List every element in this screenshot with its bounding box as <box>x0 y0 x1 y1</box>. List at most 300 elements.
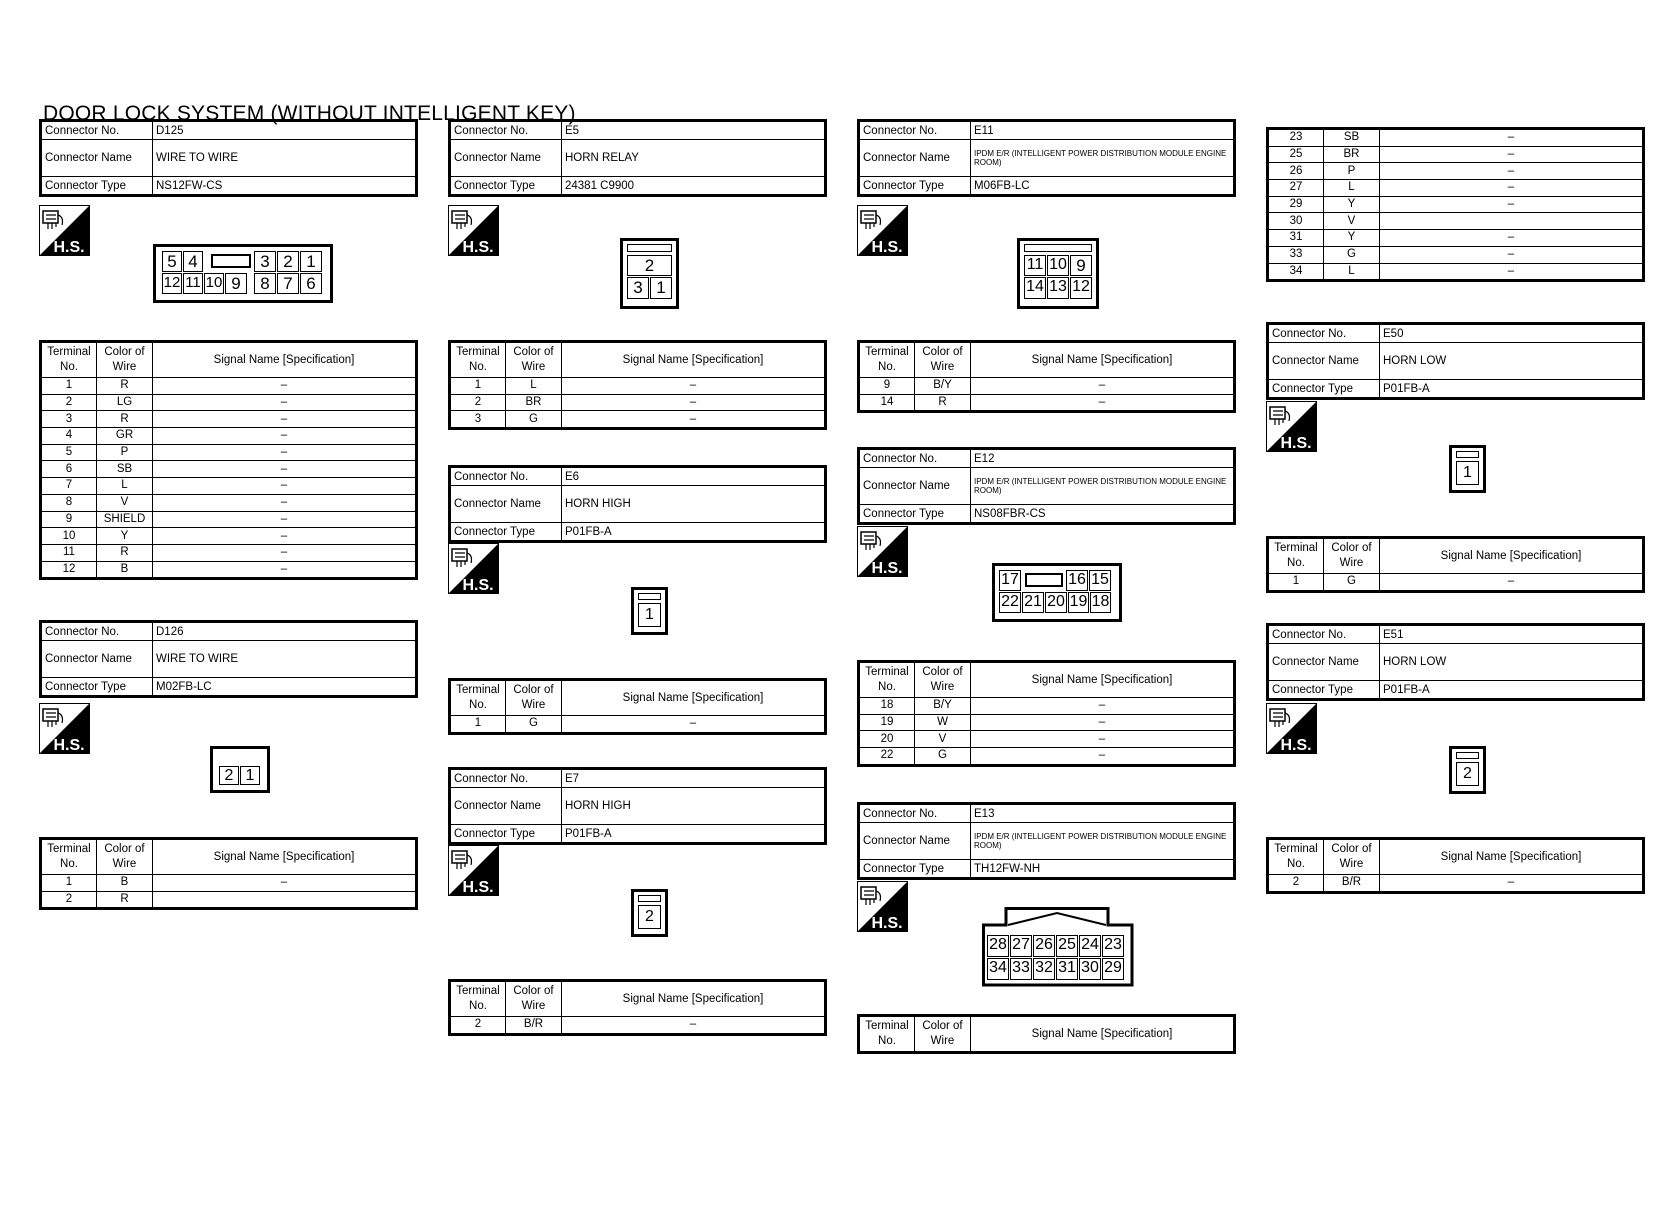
connector-type-value: M06FB-LC <box>971 177 1235 196</box>
label-connector-no: Connector No. <box>450 121 562 140</box>
connector-name-value: HORN LOW <box>1380 343 1644 380</box>
wire-color: G <box>506 411 562 429</box>
wire-color: R <box>97 411 153 428</box>
table-row <box>41 875 417 892</box>
header-terminal-no: Terminal No. <box>41 839 97 875</box>
signal-name: – <box>562 716 826 734</box>
lock-tab <box>627 244 672 252</box>
signal-name: – <box>562 378 826 395</box>
wire-color: B/R <box>506 1017 562 1035</box>
terminal-table <box>857 340 1236 413</box>
wire-color: R <box>97 544 153 561</box>
signal-name: – <box>153 511 417 528</box>
pin: 28 <box>987 935 1009 957</box>
pin: 13 <box>1047 277 1069 299</box>
connector-e6-info <box>448 465 827 543</box>
terminal-no: 6 <box>41 461 97 478</box>
signal-name: – <box>1380 230 1644 247</box>
label-connector-name: Connector Name <box>41 140 153 177</box>
table-row <box>1268 246 1644 263</box>
label-connector-type: Connector Type <box>450 177 562 196</box>
connector-type-value: TH12FW-NH <box>971 860 1235 879</box>
connector-no-value: E50 <box>1380 324 1644 343</box>
label-connector-type: Connector Type <box>859 177 971 196</box>
table-row <box>41 561 417 579</box>
table-row <box>41 444 417 461</box>
connector-e50-info <box>1266 322 1645 400</box>
terminal-no: 4 <box>41 428 97 445</box>
header-terminal-no: Terminal No. <box>859 1016 915 1053</box>
table-row <box>450 394 826 411</box>
wire-color: L <box>97 478 153 495</box>
signal-name <box>1380 213 1644 230</box>
pin: 1 <box>650 277 672 299</box>
pin: 3 <box>254 251 276 272</box>
label-connector-no: Connector No. <box>1268 625 1380 644</box>
label-connector-name: Connector Name <box>450 486 562 523</box>
terminal-no: 30 <box>1268 213 1324 230</box>
wire-color: G <box>915 748 971 766</box>
connector-no-value: E51 <box>1380 625 1644 644</box>
connector-e7-info <box>448 767 827 845</box>
pin: 2 <box>638 905 661 929</box>
terminal-table <box>39 340 418 580</box>
harness-side-icon <box>39 205 90 256</box>
connector-type-value: 24381 C9900 <box>562 177 826 196</box>
pin: 4 <box>183 251 203 272</box>
terminal-no: 29 <box>1268 196 1324 213</box>
pin: 2 <box>277 251 299 272</box>
pin: 21 <box>1022 592 1044 613</box>
wire-color: R <box>97 378 153 395</box>
header-terminal-no: Terminal No. <box>1268 538 1324 574</box>
label-connector-name: Connector Name <box>859 823 971 860</box>
wire-color: Y <box>1324 230 1380 247</box>
signal-name: – <box>971 748 1235 766</box>
connector-no-value: E5 <box>562 121 826 140</box>
connector-e6-face <box>631 587 668 635</box>
wire-color: L <box>1324 263 1380 281</box>
lock-tab <box>1025 573 1063 587</box>
wire-color: B/Y <box>915 698 971 715</box>
header-color-of-wire: Color of Wire <box>506 680 562 716</box>
connector-d125-info <box>39 119 418 197</box>
wire-color: Y <box>1324 196 1380 213</box>
harness-side-icon <box>448 205 499 256</box>
terminal-no: 1 <box>41 378 97 395</box>
pin: 12 <box>1070 277 1092 299</box>
header-signal-name: Signal Name [Specification] <box>1380 538 1644 574</box>
header-signal-name: Signal Name [Specification] <box>971 1016 1235 1053</box>
signal-name: – <box>153 411 417 428</box>
pin: 2 <box>627 255 672 276</box>
table-row <box>41 511 417 528</box>
header-terminal-no: Terminal No. <box>450 981 506 1017</box>
table-row <box>1268 146 1644 163</box>
label-connector-name: Connector Name <box>1268 644 1380 681</box>
signal-name: – <box>153 561 417 579</box>
pin: 10 <box>204 273 224 294</box>
wire-color: V <box>97 494 153 511</box>
signal-name: – <box>1380 246 1644 263</box>
harness-side-icon <box>857 881 908 932</box>
pin: 8 <box>254 273 276 294</box>
page-title: DOOR LOCK SYSTEM (WITHOUT INTELLIGENT KEY) <box>43 102 576 125</box>
table-row <box>41 891 417 909</box>
signal-name: – <box>1380 574 1644 592</box>
pin: 30 <box>1079 958 1101 980</box>
label-connector-name: Connector Name <box>450 140 562 177</box>
label-connector-type: Connector Type <box>1268 380 1380 399</box>
terminal-no: 14 <box>859 394 915 412</box>
signal-name: – <box>153 461 417 478</box>
label-connector-name: Connector Name <box>859 140 971 177</box>
pin: 11 <box>183 273 203 294</box>
wire-color: BR <box>506 394 562 411</box>
terminal-no: 2 <box>450 394 506 411</box>
lock-tab <box>211 254 251 268</box>
terminal-no: 2 <box>450 1017 506 1035</box>
connector-e5-info <box>448 119 827 197</box>
connector-e12-info <box>857 447 1236 525</box>
terminal-no: 7 <box>41 478 97 495</box>
pin: 33 <box>1010 958 1032 980</box>
connector-type-value: P01FB-A <box>1380 380 1644 399</box>
label-connector-no: Connector No. <box>859 121 971 140</box>
terminal-no: 31 <box>1268 230 1324 247</box>
wire-color: Y <box>97 528 153 545</box>
connector-name-value: IPDM E/R (INTELLIGENT POWER DISTRIBUTION MODULE ENGINE ROOM) <box>971 823 1235 860</box>
label-connector-type: Connector Type <box>41 678 153 697</box>
signal-name: – <box>562 1017 826 1035</box>
pin: 23 <box>1102 935 1124 957</box>
connector-type-value: M02FB-LC <box>153 678 417 697</box>
pin: 12 <box>162 273 182 294</box>
wire-color: GR <box>97 428 153 445</box>
signal-name: – <box>153 478 417 495</box>
header-color-of-wire: Color of Wire <box>97 342 153 378</box>
harness-side-icon <box>39 703 90 754</box>
header-signal-name: Signal Name [Specification] <box>971 662 1235 698</box>
terminal-no: 26 <box>1268 163 1324 180</box>
terminal-no: 20 <box>859 731 915 748</box>
terminal-no: 11 <box>41 544 97 561</box>
terminal-table <box>1266 536 1645 593</box>
pin: 14 <box>1024 277 1046 299</box>
signal-name: – <box>1380 180 1644 197</box>
table-row <box>41 494 417 511</box>
pin: 1 <box>638 603 661 627</box>
terminal-table <box>448 340 827 430</box>
connector-e13-info <box>857 802 1236 880</box>
lock-tab <box>638 593 661 600</box>
pin: 11 <box>1024 255 1046 276</box>
table-row <box>41 478 417 495</box>
terminal-no: 1 <box>450 378 506 395</box>
hs-label: H.S. <box>1280 435 1312 452</box>
table-row <box>450 1017 826 1035</box>
connector-d125-face <box>153 244 333 303</box>
header-color-of-wire: Color of Wire <box>915 662 971 698</box>
terminal-table <box>857 660 1236 767</box>
table-row <box>450 411 826 429</box>
terminal-no: 1 <box>1268 574 1324 592</box>
connector-e7-face <box>631 889 668 937</box>
connector-no-value: E11 <box>971 121 1235 140</box>
header-color-of-wire: Color of Wire <box>915 1016 971 1053</box>
header-terminal-no: Terminal No. <box>450 680 506 716</box>
table-row <box>450 716 826 734</box>
wire-color: L <box>506 378 562 395</box>
header-terminal-no: Terminal No. <box>859 662 915 698</box>
wire-color: W <box>915 714 971 731</box>
wire-color: R <box>915 394 971 412</box>
label-connector-no: Connector No. <box>41 121 153 140</box>
terminal-no: 18 <box>859 698 915 715</box>
hs-label: H.S. <box>462 239 494 256</box>
header-terminal-no: Terminal No. <box>859 342 915 378</box>
wire-color: B/Y <box>915 378 971 395</box>
pin: 27 <box>1010 935 1032 957</box>
signal-name: – <box>971 714 1235 731</box>
table-row <box>859 394 1235 412</box>
hs-label: H.S. <box>871 915 903 932</box>
connector-d126-face <box>210 746 270 793</box>
label-connector-no: Connector No. <box>859 804 971 823</box>
terminal-no: 34 <box>1268 263 1324 281</box>
signal-name: – <box>1380 875 1644 893</box>
header-signal-name: Signal Name [Specification] <box>562 981 826 1017</box>
header-signal-name: Signal Name [Specification] <box>153 839 417 875</box>
harness-side-icon <box>1266 401 1317 452</box>
wire-color: SHIELD <box>97 511 153 528</box>
pin: 1 <box>1456 461 1479 485</box>
label-connector-type: Connector Type <box>450 825 562 844</box>
pin: 20 <box>1045 592 1067 613</box>
connector-e11-info <box>857 119 1236 197</box>
signal-name: – <box>971 378 1235 395</box>
terminal-no: 19 <box>859 714 915 731</box>
header-color-of-wire: Color of Wire <box>915 342 971 378</box>
terminal-table <box>448 979 827 1036</box>
connector-e5-face <box>620 238 679 309</box>
table-row <box>859 378 1235 395</box>
pin: 22 <box>999 592 1021 613</box>
hs-label: H.S. <box>1280 737 1312 754</box>
table-row <box>1268 875 1644 893</box>
connector-e51-face <box>1449 746 1486 794</box>
terminal-no: 1 <box>41 875 97 892</box>
connector-name-value: IPDM E/R (INTELLIGENT POWER DISTRIBUTION MODULE ENGINE ROOM) <box>971 140 1235 177</box>
header-terminal-no: Terminal No. <box>1268 839 1324 875</box>
table-row <box>859 714 1235 731</box>
pin: 10 <box>1047 255 1069 276</box>
wire-color: G <box>1324 246 1380 263</box>
signal-name: – <box>1380 196 1644 213</box>
connector-no-value: E12 <box>971 449 1235 468</box>
signal-name: – <box>153 444 417 461</box>
signal-name <box>153 891 417 909</box>
terminal-no: 22 <box>859 748 915 766</box>
table-row <box>41 394 417 411</box>
table-row <box>41 378 417 395</box>
pin: 16 <box>1066 570 1088 591</box>
wire-color: B <box>97 875 153 892</box>
signal-name: – <box>153 378 417 395</box>
lock-tab <box>1456 752 1479 759</box>
signal-name: – <box>1380 163 1644 180</box>
label-connector-name: Connector Name <box>1268 343 1380 380</box>
pin: 24 <box>1079 935 1101 957</box>
table-row <box>1268 263 1644 281</box>
label-connector-no: Connector No. <box>41 622 153 641</box>
connector-name-value: HORN HIGH <box>562 486 826 523</box>
label-connector-no: Connector No. <box>450 769 562 788</box>
signal-name: – <box>1380 146 1644 163</box>
signal-name: – <box>1380 263 1644 281</box>
table-row <box>859 748 1235 766</box>
connector-e12-face <box>992 563 1122 622</box>
hs-label: H.S. <box>871 239 903 256</box>
wire-color: SB <box>1324 129 1380 147</box>
pin: 6 <box>300 273 322 294</box>
signal-name: – <box>971 394 1235 412</box>
terminal-no: 9 <box>859 378 915 395</box>
pin: 3 <box>627 277 649 299</box>
label-connector-name: Connector Name <box>859 468 971 505</box>
signal-name: – <box>153 494 417 511</box>
connector-e11-face <box>1017 238 1099 309</box>
lock-tab <box>1024 244 1092 252</box>
terminal-no: 12 <box>41 561 97 579</box>
label-connector-name: Connector Name <box>41 641 153 678</box>
header-color-of-wire: Color of Wire <box>506 342 562 378</box>
table-row <box>1268 230 1644 247</box>
pin: 29 <box>1102 958 1124 980</box>
connector-name-value: HORN RELAY <box>562 140 826 177</box>
table-row <box>450 378 826 395</box>
table-row <box>41 461 417 478</box>
terminal-no: 23 <box>1268 129 1324 147</box>
table-row <box>41 428 417 445</box>
terminal-no: 25 <box>1268 146 1324 163</box>
harness-side-icon <box>857 526 908 577</box>
terminal-no: 8 <box>41 494 97 511</box>
connector-no-value: D126 <box>153 622 417 641</box>
signal-name: – <box>153 528 417 545</box>
terminal-no: 2 <box>41 394 97 411</box>
table-row <box>859 731 1235 748</box>
label-connector-type: Connector Type <box>450 523 562 542</box>
table-row <box>41 544 417 561</box>
wire-color: G <box>506 716 562 734</box>
header-signal-name: Signal Name [Specification] <box>1380 839 1644 875</box>
header-signal-name: Signal Name [Specification] <box>562 342 826 378</box>
connector-d126-info <box>39 620 418 698</box>
wire-color: SB <box>97 461 153 478</box>
label-connector-no: Connector No. <box>450 467 562 486</box>
header-color-of-wire: Color of Wire <box>1324 538 1380 574</box>
pin: 2 <box>219 766 239 785</box>
wire-color: L <box>1324 180 1380 197</box>
pin: 31 <box>1056 958 1078 980</box>
wire-color: R <box>97 891 153 909</box>
connector-type-value: P01FB-A <box>562 825 826 844</box>
label-connector-type: Connector Type <box>1268 681 1380 700</box>
header-color-of-wire: Color of Wire <box>97 839 153 875</box>
terminal-no: 2 <box>41 891 97 909</box>
header-terminal-no: Terminal No. <box>41 342 97 378</box>
header-terminal-no: Terminal No. <box>450 342 506 378</box>
wire-color: B/R <box>1324 875 1380 893</box>
pin: 15 <box>1089 570 1111 591</box>
table-row <box>41 528 417 545</box>
wire-color: G <box>1324 574 1380 592</box>
table-row <box>1268 163 1644 180</box>
header-signal-name: Signal Name [Specification] <box>562 680 826 716</box>
connector-e51-info <box>1266 623 1645 701</box>
terminal-no: 3 <box>41 411 97 428</box>
terminal-table <box>448 678 827 735</box>
label-connector-type: Connector Type <box>859 505 971 524</box>
wire-color: B <box>97 561 153 579</box>
terminal-no: 10 <box>41 528 97 545</box>
wire-color: BR <box>1324 146 1380 163</box>
signal-name: – <box>971 731 1235 748</box>
table-row <box>859 698 1235 715</box>
table-row <box>41 411 417 428</box>
table-row <box>1268 180 1644 197</box>
label-connector-no: Connector No. <box>1268 324 1380 343</box>
pin: 25 <box>1056 935 1078 957</box>
terminal-no: 2 <box>1268 875 1324 893</box>
connector-name-value: HORN HIGH <box>562 788 826 825</box>
connector-type-value: P01FB-A <box>562 523 826 542</box>
terminal-no: 5 <box>41 444 97 461</box>
terminal-no: 27 <box>1268 180 1324 197</box>
signal-name: – <box>153 428 417 445</box>
pin: 9 <box>225 273 247 294</box>
harness-side-icon <box>448 845 499 896</box>
pin: 5 <box>162 251 182 272</box>
terminal-table <box>857 1014 1236 1054</box>
pin: 17 <box>999 570 1021 591</box>
signal-name: – <box>971 698 1235 715</box>
terminal-table <box>1266 837 1645 894</box>
header-color-of-wire: Color of Wire <box>1324 839 1380 875</box>
connector-e50-face <box>1449 445 1486 493</box>
table-row <box>1268 574 1644 592</box>
connector-type-value: P01FB-A <box>1380 681 1644 700</box>
terminal-no: 9 <box>41 511 97 528</box>
connector-no-value: E6 <box>562 467 826 486</box>
connector-no-value: E13 <box>971 804 1235 823</box>
header-color-of-wire: Color of Wire <box>506 981 562 1017</box>
terminal-table-continued <box>1266 127 1645 282</box>
pin: 1 <box>240 766 260 785</box>
connector-no-value: D125 <box>153 121 417 140</box>
wire-color: V <box>1324 213 1380 230</box>
signal-name: – <box>562 394 826 411</box>
connector-name-value: IPDM E/R (INTELLIGENT POWER DISTRIBUTION MODULE ENGINE ROOM) <box>971 468 1235 505</box>
pin: 18 <box>1090 592 1111 613</box>
pin: 34 <box>987 958 1009 980</box>
signal-name: – <box>153 875 417 892</box>
signal-name: – <box>1380 129 1644 147</box>
connector-name-value: WIRE TO WIRE <box>153 140 417 177</box>
pin: 26 <box>1033 935 1055 957</box>
connector-name-value: WIRE TO WIRE <box>153 641 417 678</box>
